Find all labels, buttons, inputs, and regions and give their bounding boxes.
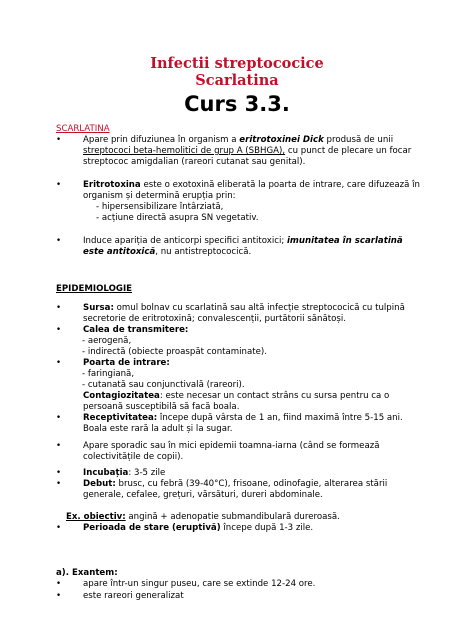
bullet: • (56, 303, 62, 313)
bullet: • (56, 579, 62, 589)
paragraph-debut (56, 479, 422, 501)
term-incubatia: Incubația (83, 468, 129, 478)
list-item: - faringiană, (82, 369, 135, 379)
text: este rareori generalizat (83, 591, 184, 601)
text: începe după 1-3 zile. (220, 523, 314, 533)
text: cu punct de plecare un focar streptococ amigdalian (rareori cutanat sau genital). (83, 146, 412, 167)
bullet: • (56, 468, 62, 478)
list-item: - hipersensibilizare întârziată, (96, 202, 224, 212)
section-heading-epidemiologie: EPIDEMIOLOGIE (56, 284, 133, 294)
term-debut: Debut: (83, 479, 116, 489)
list-item: - indirectă (obiecte proaspăt contaminate). (82, 347, 267, 357)
text: Apare prin difuziunea în organism a (83, 135, 240, 145)
list-item: - acțiune directă asupra SN vegetativ. (96, 213, 259, 223)
paragraph-calea (56, 325, 422, 336)
paragraph-definition (56, 135, 422, 168)
paragraph-ex-obiectiv (66, 512, 340, 523)
bullet: • (56, 441, 62, 451)
term-ex-obiectiv: Ex. obiectiv: (66, 512, 126, 522)
text: este o exotoxină eliberată la poarta de intrare, care difuzează în organism și determină erupția prin: (83, 180, 420, 201)
paragraph-incubatia (56, 468, 422, 479)
paragraph-eritrotoxina (56, 180, 422, 202)
list-item (56, 579, 422, 590)
term-calea: Calea de transmitere: (83, 325, 189, 335)
paragraph-receptivitatea (56, 413, 422, 435)
bullet: • (56, 591, 62, 601)
paragraph-perioada (56, 523, 422, 534)
bullet: • (56, 358, 62, 368)
bullet: • (56, 523, 62, 533)
text: Induce apariția de anticorpi specifici antitoxici; (83, 236, 287, 246)
text: brusc, cu febră (39-40°C), frisoane, odinofagie, alterarea stării generale, cefalee, grețuri, vărsături, dureri abdominale. (83, 479, 388, 500)
list-item: - aerogenă, (82, 336, 132, 346)
text: : este necesar un contact strâns cu sursa pentru ca o persoană susceptibilă să facă boala. (83, 391, 390, 412)
term-poarta: Poarta de intrare: (83, 358, 170, 368)
bullet: • (56, 325, 62, 335)
list-item (56, 591, 422, 602)
text: , nu antistreptococică. (155, 247, 252, 257)
section-heading-scarlatina: SCARLATINA (56, 124, 110, 134)
term-sbhga: streptococi beta-hemolitici de grup A (SBHGA), (83, 146, 286, 156)
bullet: • (56, 413, 62, 423)
term-contagiozitatea: Contagiozitatea (83, 391, 160, 401)
bullet: • (56, 135, 62, 145)
paragraph-poarta (56, 358, 422, 369)
bullet: • (56, 236, 62, 246)
text: apare într-un singur puseu, care se extinde 12-24 ore. (83, 579, 316, 589)
section-heading-exantem: a). Exantem: (56, 568, 118, 578)
paragraph-contagiozitatea (56, 391, 422, 413)
term-receptivitatea: Receptivitatea: (83, 413, 158, 423)
text: : 3-5 zile (128, 468, 166, 478)
text: angină + adenopatie submandibulară dureroasă. (125, 512, 340, 522)
term-imunitate: imunitatea în scarlatină este antitoxică (83, 236, 403, 257)
term-eritrotoxina-dick: eritrotoxinei Dick (239, 135, 324, 145)
paragraph-sursa (56, 303, 422, 325)
bullet: • (56, 479, 62, 489)
text: produsă de unii (323, 135, 394, 145)
term-sursa: Sursa: (83, 303, 114, 313)
term-eritrotoxina: Eritrotoxina (83, 180, 141, 190)
term-perioada: Perioada de stare (eruptivă) (83, 523, 221, 533)
text: omul bolnav cu scarlatină sau altă infecție streptococică cu tulpină secretorie de eritrotoxină; convalescenții, purtătorii sănătoși. (83, 303, 405, 324)
course-number: Curs 3.3. (184, 92, 290, 116)
list-item: - cutanată sau conjunctivală (rareori). (82, 380, 245, 390)
text: începe după vârsta de 1 an, fiind maximă între 5-15 ani. Boala este rară la adult și la sugar. (83, 413, 403, 434)
paragraph-antitoxic (56, 236, 422, 258)
bullet: • (56, 180, 62, 190)
text: Apare sporadic sau în mici epidemii toamna-iarna (când se formează colectivitățile de copii). (83, 441, 380, 462)
document-subtitle: Scarlatina (195, 72, 279, 89)
paragraph-apare (56, 441, 422, 463)
document-title: Infectii streptococice (150, 55, 324, 72)
